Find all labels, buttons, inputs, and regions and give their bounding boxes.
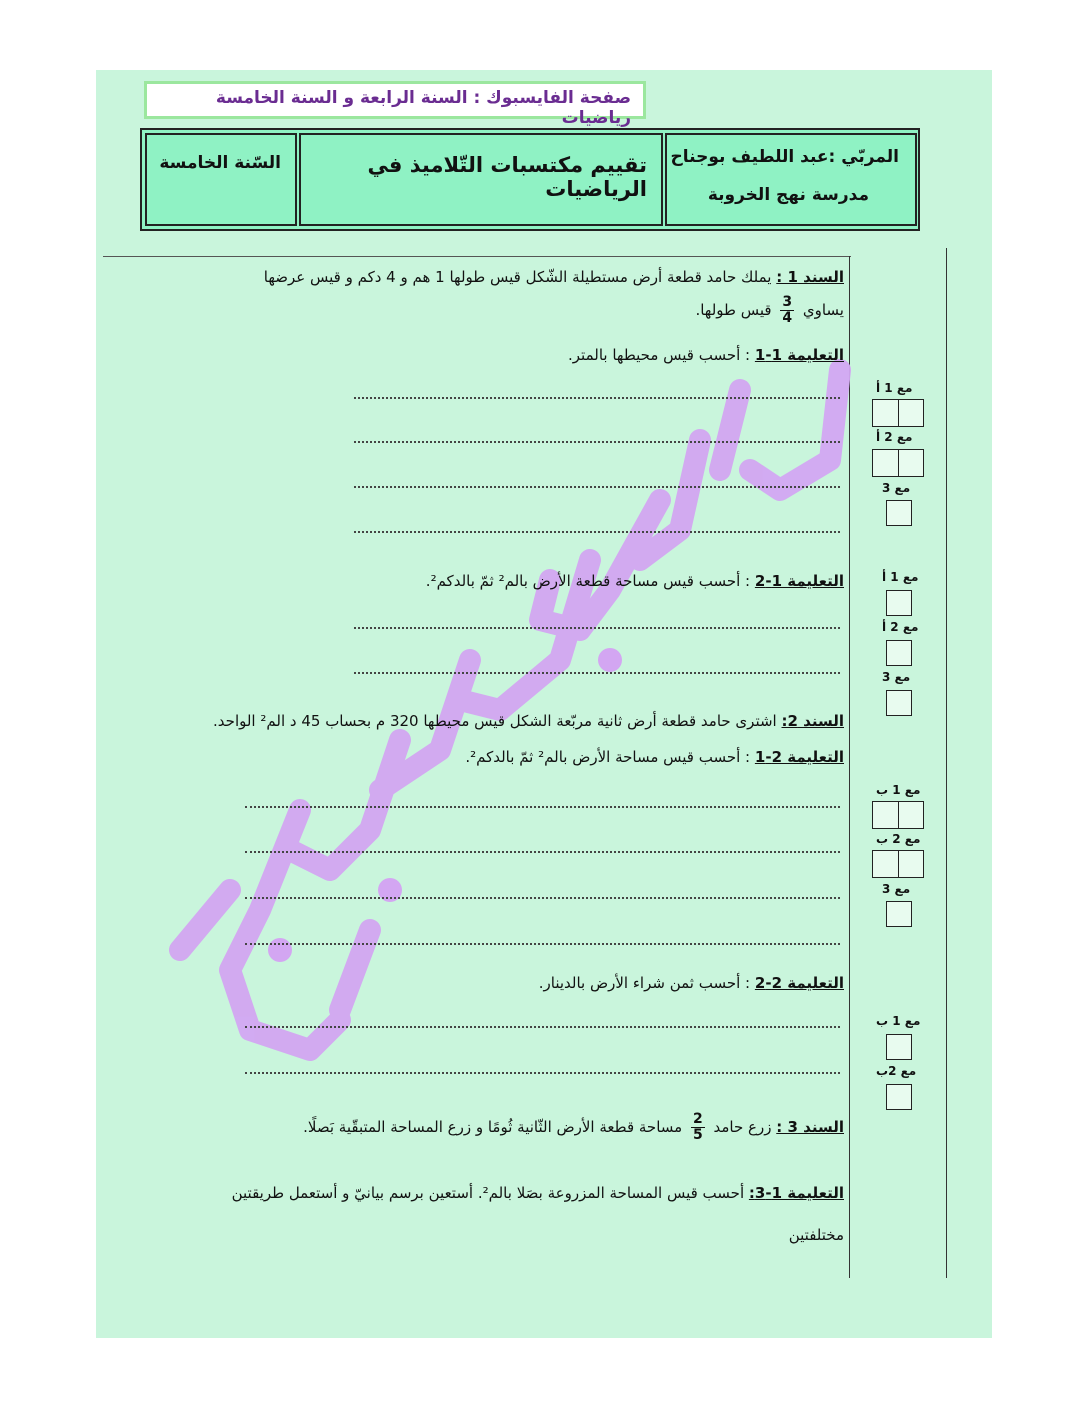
page-background — [96, 70, 992, 1338]
answer-line[interactable] — [245, 1072, 840, 1074]
t12-instruction — [426, 572, 844, 590]
t22-label: التعليمة 2-2 — [754, 974, 844, 992]
answer-line[interactable] — [245, 851, 840, 853]
s3-text-b: مساحة قطعة الأرض الثّانية ثُومًا و زرع المساحة المتبقّية بَصلًا. — [303, 1118, 683, 1136]
answer-line[interactable] — [245, 943, 840, 945]
s3-statement — [303, 1112, 844, 1143]
t21-label: التعليمة 2-1 — [754, 748, 844, 766]
score-box[interactable] — [872, 850, 924, 878]
t11-text: : أحسب قيس محيطها بالمتر. — [568, 346, 751, 364]
answer-line[interactable] — [354, 441, 840, 443]
score-box[interactable] — [872, 449, 924, 477]
answer-line[interactable] — [245, 1026, 840, 1028]
grade-label: السّنة الخامسة — [159, 153, 281, 173]
s2-label: السند 2: — [781, 712, 844, 730]
page-title: تقييم مكتسبات التّلاميذ في الرياضيات — [367, 153, 647, 201]
answer-line[interactable] — [354, 486, 840, 488]
score-box[interactable] — [886, 690, 912, 716]
answer-line[interactable] — [354, 397, 840, 399]
fraction-2-5: $\frac{2}{5}$ — [692, 1111, 703, 1143]
t21-text: : أحسب قيس مساحة الأرض بالم² ثمّ بالدكم². — [465, 748, 751, 766]
score-box[interactable] — [886, 1084, 912, 1110]
s3-text-a: زرع حامد — [713, 1118, 772, 1136]
criterion-label: مع 1 ب — [876, 783, 921, 797]
t22-instruction — [539, 974, 844, 992]
t12-label: التعليمة 1-2 — [754, 572, 844, 590]
s1-label: السند 1 : — [776, 268, 844, 286]
criterion-label: مع 1 أ — [876, 381, 913, 395]
criterion-label: مع 2ب — [876, 1064, 917, 1078]
t22-text: : أحسب ثمن شراء الأرض بالدينار. — [538, 974, 751, 992]
criterion-label: مع 2 أ — [882, 620, 919, 634]
s1-line2 — [695, 295, 844, 326]
criterion-label: مع 3 — [882, 882, 911, 896]
header-table — [140, 128, 920, 231]
score-box[interactable] — [886, 640, 912, 666]
criterion-label: مع 3 — [882, 670, 911, 684]
answer-line[interactable] — [354, 627, 840, 629]
answer-line[interactable] — [354, 672, 840, 674]
title-cell — [299, 133, 663, 226]
teacher-cell — [665, 133, 917, 226]
s1-text-2a: يساوي — [802, 301, 844, 319]
grade-cell — [145, 133, 297, 226]
score-box[interactable] — [886, 1034, 912, 1060]
t11-label: التعليمة 1-1 — [754, 346, 844, 364]
s1-text: يملك حامد قطعة أرض مستطيلة الشّكل قيس طولها 1 هم و 4 دكم و قيس عرضها — [263, 268, 772, 286]
t11-instruction — [568, 346, 844, 364]
s3-label: السند 3 : — [776, 1118, 844, 1136]
fraction-3-4: $\frac{3}{4}$ — [782, 294, 793, 326]
criterion-label: مع 2 ب — [876, 832, 921, 846]
t31-instruction — [232, 1184, 844, 1202]
t21-instruction — [465, 748, 844, 766]
answer-line[interactable] — [354, 531, 840, 533]
answer-line[interactable] — [245, 806, 840, 808]
score-box[interactable] — [872, 801, 924, 829]
facebook-page-banner: صفحة الفايسبوك : السنة الرابعة و السنة الخامسة رياضيات — [144, 81, 646, 119]
school-name: مدرسة نهج الخروبة — [707, 185, 869, 205]
s2-text: اشترى حامد قطعة أرض ثانية مربّعة الشكل قيس محيطها 320 م بحساب 45 د الم² الواحد. — [213, 712, 777, 730]
t31-label: التعليمة 1-3: — [748, 1184, 844, 1202]
criteria-border — [946, 248, 947, 1278]
s2-statement — [213, 712, 844, 730]
score-box[interactable] — [872, 399, 924, 427]
answer-line[interactable] — [245, 897, 840, 899]
score-box[interactable] — [886, 500, 912, 526]
t31-line2: مختلفتين — [788, 1226, 844, 1244]
teacher-name: المربّي :عبد اللطيف بوجناح — [670, 147, 899, 167]
criterion-label: مع 2 أ — [876, 430, 913, 444]
criterion-label: مع 1 أ — [882, 570, 919, 584]
criterion-label: مع 1 ب — [876, 1014, 921, 1028]
t12-text: : أحسب قيس مساحة قطعة الأرض بالم² ثمّ بالدكم². — [425, 572, 751, 590]
t31-text: أحسب قيس المساحة المزروعة بصَلا بالم². أستعين برسم بيانيّ و أستعمل طريقتين — [231, 1184, 745, 1202]
criterion-label: مع 3 — [882, 481, 911, 495]
score-box[interactable] — [886, 590, 912, 616]
s1-line1 — [264, 268, 844, 286]
top-rule — [103, 256, 851, 257]
s1-text-2b: قيس طولها. — [695, 301, 772, 319]
score-box[interactable] — [886, 901, 912, 927]
content-divider — [849, 256, 850, 1278]
